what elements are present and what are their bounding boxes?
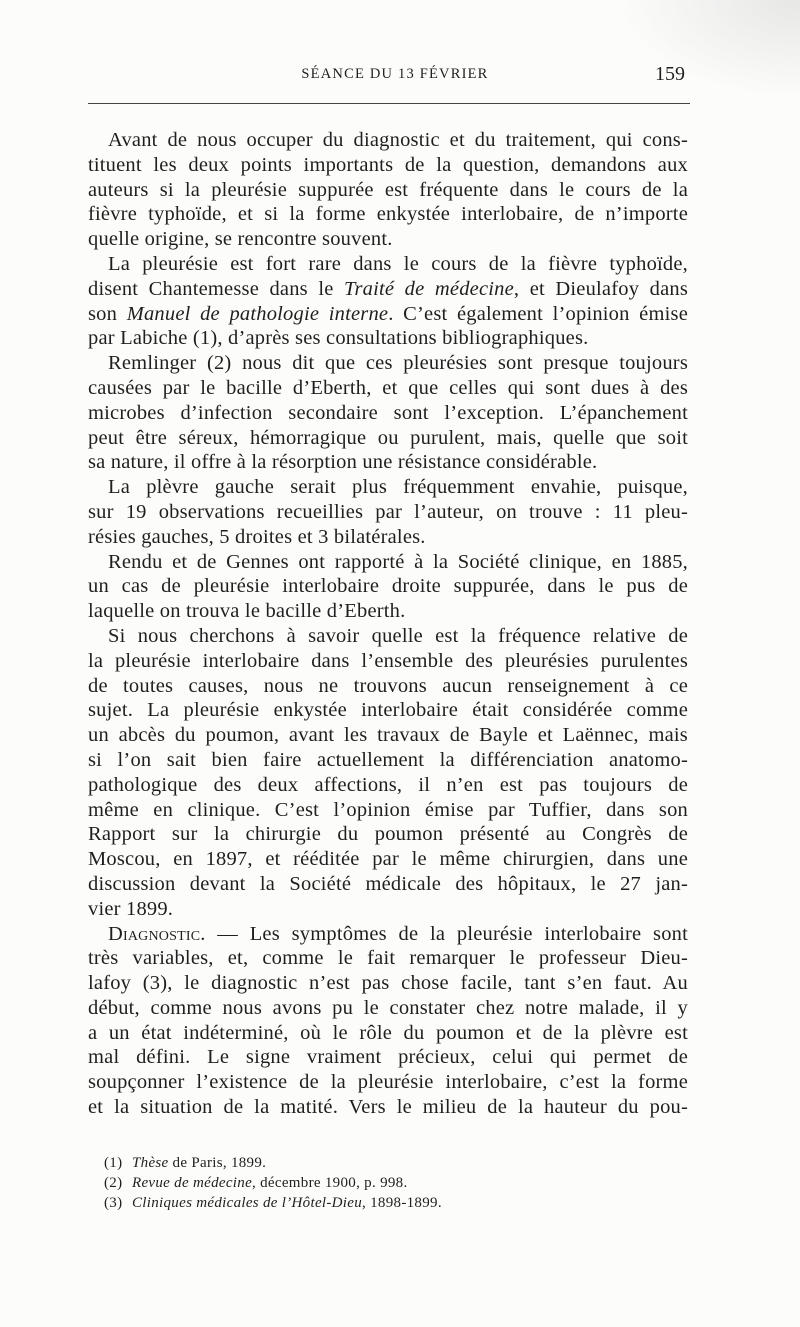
text-line: Si nous cherchons à savoir quelle est la fréquence relative de (108, 624, 688, 647)
text-line: si l’on sait bien faire actuellement la différenciation anatomo- (88, 748, 688, 771)
text-line: Remlinger (2) nous dit que ces pleurésies sont presque toujours (108, 352, 688, 375)
running-title: SÉANCE DU 13 FÉVRIER (301, 66, 489, 82)
text-run: son (88, 302, 127, 325)
text-line: Rapport sur la chirurgie du poumon présenté au Congrès de (88, 823, 688, 846)
text-line: sa nature, il offre à la résorption une résistance considérable. (88, 451, 598, 474)
text-line: même en clinique. C’est l’opinion émise par Tuffier, dans son (88, 798, 688, 821)
cited-work-title: Cliniques médicales de l’Hôtel-Dieu (132, 1195, 363, 1211)
footnote-marker: (2) (104, 1175, 123, 1191)
footnote (104, 1153, 664, 1173)
section-heading: Diagnostic. (108, 922, 206, 945)
footnote-marker: (1) (104, 1155, 123, 1171)
text-line: un cas de pleurésie interlobaire droite suppurée, dans le pus de (88, 575, 688, 598)
text-run: disent Chantemesse dans le (88, 277, 345, 300)
footnote (104, 1173, 664, 1193)
text-line: sur 19 observations recueillies par l’auteur, on trouve : 11 pleu- (88, 500, 688, 523)
text-run: , et Dieulafoy dans (513, 277, 688, 300)
text-line: auteurs si la pleurésie suppurée est fréquente dans le cours de la (88, 178, 688, 201)
text-line: la pleurésie interlobaire dans l’ensemble des pleurésies purulentes (88, 649, 688, 672)
text-run: . C’est également l’opinion émise (388, 302, 688, 325)
paragraph (88, 475, 688, 549)
text-line (88, 277, 688, 302)
paragraph (88, 252, 688, 351)
footnote-text: , 1898-1899. (362, 1195, 442, 1211)
page-number: 159 (655, 63, 685, 85)
text-line (88, 922, 688, 947)
footnote-text: , décembre 1900, p. 998. (252, 1175, 408, 1191)
text-line: soupçonner l’existence de la pleurésie interlobaire, c’est la forme (88, 1071, 688, 1094)
text-line: fièvre typhoïde, et si la forme enkystée interlobaire, de n’importe (88, 203, 688, 226)
running-head (88, 63, 690, 89)
text-line: par Labiche (1), d’après ses consultations bibliographiques. (88, 327, 589, 350)
cited-work-title: Traité de médecine (344, 277, 514, 300)
cited-work-title: Manuel de pathologie interne (126, 302, 389, 325)
paragraph (88, 128, 688, 252)
header-rule (88, 103, 690, 104)
paragraph (88, 550, 688, 624)
body-text (88, 128, 688, 1120)
text-line: mal défini. Le signe vraiment précieux, celui qui permet de (88, 1046, 688, 1069)
text-line: pathologique des deux affections, il n’en est pas toujours de (88, 773, 688, 796)
text-line: vier 1899. (88, 897, 174, 920)
paragraph (88, 922, 688, 1120)
text-line: un abcès du poumon, avant les travaux de Bayle et Laënnec, mais (88, 724, 688, 747)
text-line: La plèvre gauche serait plus fréquemment envahie, puisque, (108, 476, 688, 499)
text-line: La pleurésie est fort rare dans le cours de la fièvre typhoïde, (108, 252, 688, 275)
text-line: sujet. La pleurésie enkystée interlobaire était considérée comme (88, 699, 688, 722)
text-line: et la situation de la matité. Vers le milieu de la hauteur du pou- (88, 1096, 688, 1119)
text-line: début, comme nous avons pu le constater chez notre malade, il y (88, 996, 688, 1019)
text-line: de toutes causes, nous ne trouvons aucun renseignement à ce (88, 674, 688, 697)
paragraph (88, 351, 688, 475)
footnote-text: de Paris, 1899. (168, 1155, 267, 1171)
footnote-marker: (3) (104, 1195, 123, 1211)
text-line: quelle origine, se rencontre souvent. (88, 228, 393, 251)
text-line: tituent les deux points importants de la question, demandons aux (88, 153, 688, 176)
text-line: Avant de nous occuper du diagnostic et du traitement, qui cons- (108, 129, 688, 151)
footnotes (104, 1153, 664, 1213)
text-line: résies gauches, 5 droites et 3 bilatérales. (88, 525, 426, 548)
text-line: microbes d’infection secondaire sont l’exception. L’épanchement (88, 401, 688, 424)
cited-work-title: Revue de médecine (132, 1175, 253, 1191)
text-line: Rendu et de Gennes ont rapporté à la Société clinique, en 1885, (108, 550, 688, 573)
text-line: très variables, et, comme le fait remarquer le professeur Dieu- (88, 947, 688, 970)
text-line: a un état indéterminé, où le rôle du poumon et de la plèvre est (88, 1021, 688, 1044)
text-line: laquelle on trouva le bacille d’Eberth. (88, 600, 406, 623)
text-line: lafoy (3), le diagnostic n’est pas chose facile, tant s’en faut. Au (88, 972, 688, 995)
text-line: Moscou, en 1897, et rééditée par le même chirurgien, dans une (88, 848, 688, 871)
text-line: discussion devant la Société médicale des hôpitaux, le 27 jan- (88, 872, 688, 895)
cited-work-title: Thèse (132, 1155, 169, 1171)
text-line (88, 302, 688, 327)
text-line: causées par le bacille d’Eberth, et que celles qui sont dues à des (88, 376, 688, 399)
footnote (104, 1193, 664, 1213)
text-line: peut être séreux, hémorragique ou purulent, mais, quelle que soit (88, 426, 688, 449)
text-run: — Les symptômes de la pleurésie interlobaire sont (205, 922, 688, 945)
paragraph (88, 624, 688, 922)
